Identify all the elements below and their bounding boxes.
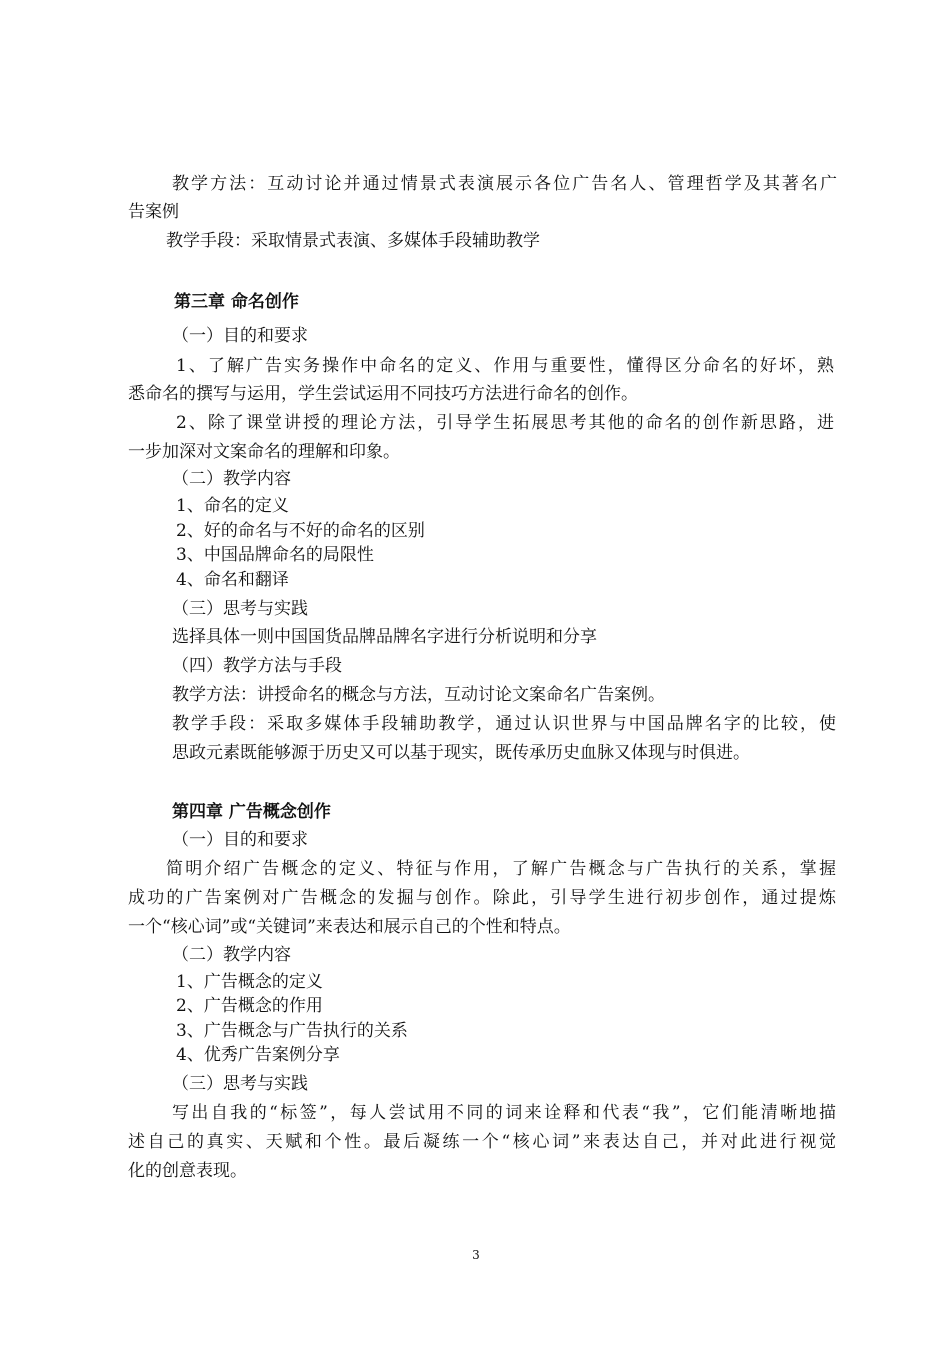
section-heading: （四）教学方法与手段 [172,656,342,676]
list-item: 3、中国品牌命名的局限性 [176,545,374,565]
paragraph-line: 一步加深对文案命名的理解和印象。 [128,442,400,462]
paragraph-line: 告案例 [128,202,179,222]
section-heading: （三）思考与实践 [172,599,308,619]
chapter-heading: 第三章 命名创作 [174,292,299,312]
page-number: 3 [472,1248,480,1262]
section-heading: （一）目的和要求 [172,326,308,346]
paragraph-line: 悉命名的撰写与运用，学生尝试运用不同技巧方法进行命名的创作。 [128,384,638,404]
paragraph-line: 成功的广告案例对广告概念的发掘与创作。除此，引导学生进行初步创作，通过提炼 [128,888,836,908]
list-item: 2、好的命名与不好的命名的区别 [176,521,425,541]
paragraph-line: 1、了解广告实务操作中命名的定义、作用与重要性，懂得区分命名的好坏，熟 [176,356,834,376]
section-heading: （一）目的和要求 [172,830,308,850]
paragraph-line: 教学手段：采取多媒体手段辅助教学，通过认识世界与中国品牌名字的比较，使 [172,714,836,734]
paragraph-line: 写出自我的“标签”，每人尝试用不同的词来诠释和代表“我”，它们能清晰地描 [172,1103,836,1123]
list-item: 4、优秀广告案例分享 [176,1045,340,1065]
paragraph-line: 教学方法：讲授命名的概念与方法，互动讨论文案命名广告案例。 [172,685,665,705]
list-item: 1、广告概念的定义 [176,972,323,992]
section-heading: （三）思考与实践 [172,1074,308,1094]
paragraph-line: 一个“核心词”或“关键词”来表达和展示自己的个性和特点。 [128,917,571,937]
section-heading: （二）教学内容 [172,945,291,965]
section-heading: （二）教学内容 [172,469,291,489]
list-item: 1、命名的定义 [176,496,289,516]
list-item: 2、广告概念的作用 [176,996,323,1016]
list-item: 3、广告概念与广告执行的关系 [176,1021,408,1041]
paragraph-line: 选择具体一则中国国货品牌品牌名字进行分析说明和分享 [172,627,597,647]
paragraph-line: 述自己的真实、天赋和个性。最后凝练一个“核心词”来表达自己，并对此进行视觉 [128,1132,836,1152]
paragraph-line: 简明介绍广告概念的定义、特征与作用，了解广告概念与广告执行的关系，掌握 [166,859,836,879]
list-item: 4、命名和翻译 [176,570,289,590]
paragraph-line: 化的创意表现。 [128,1161,247,1181]
paragraph-line: 2、除了课堂讲授的理论方法，引导学生拓展思考其他的命名的创作新思路，进 [176,413,834,433]
paragraph-line: 教学手段：采取情景式表演、多媒体手段辅助教学 [166,231,540,251]
paragraph-line: 思政元素既能够源于历史又可以基于现实，既传承历史血脉又体现与时俱进。 [172,743,750,763]
paragraph-line: 教学方法：互动讨论并通过情景式表演展示各位广告名人、管理哲学及其著名广 [172,174,837,194]
chapter-heading: 第四章 广告概念创作 [172,802,331,822]
